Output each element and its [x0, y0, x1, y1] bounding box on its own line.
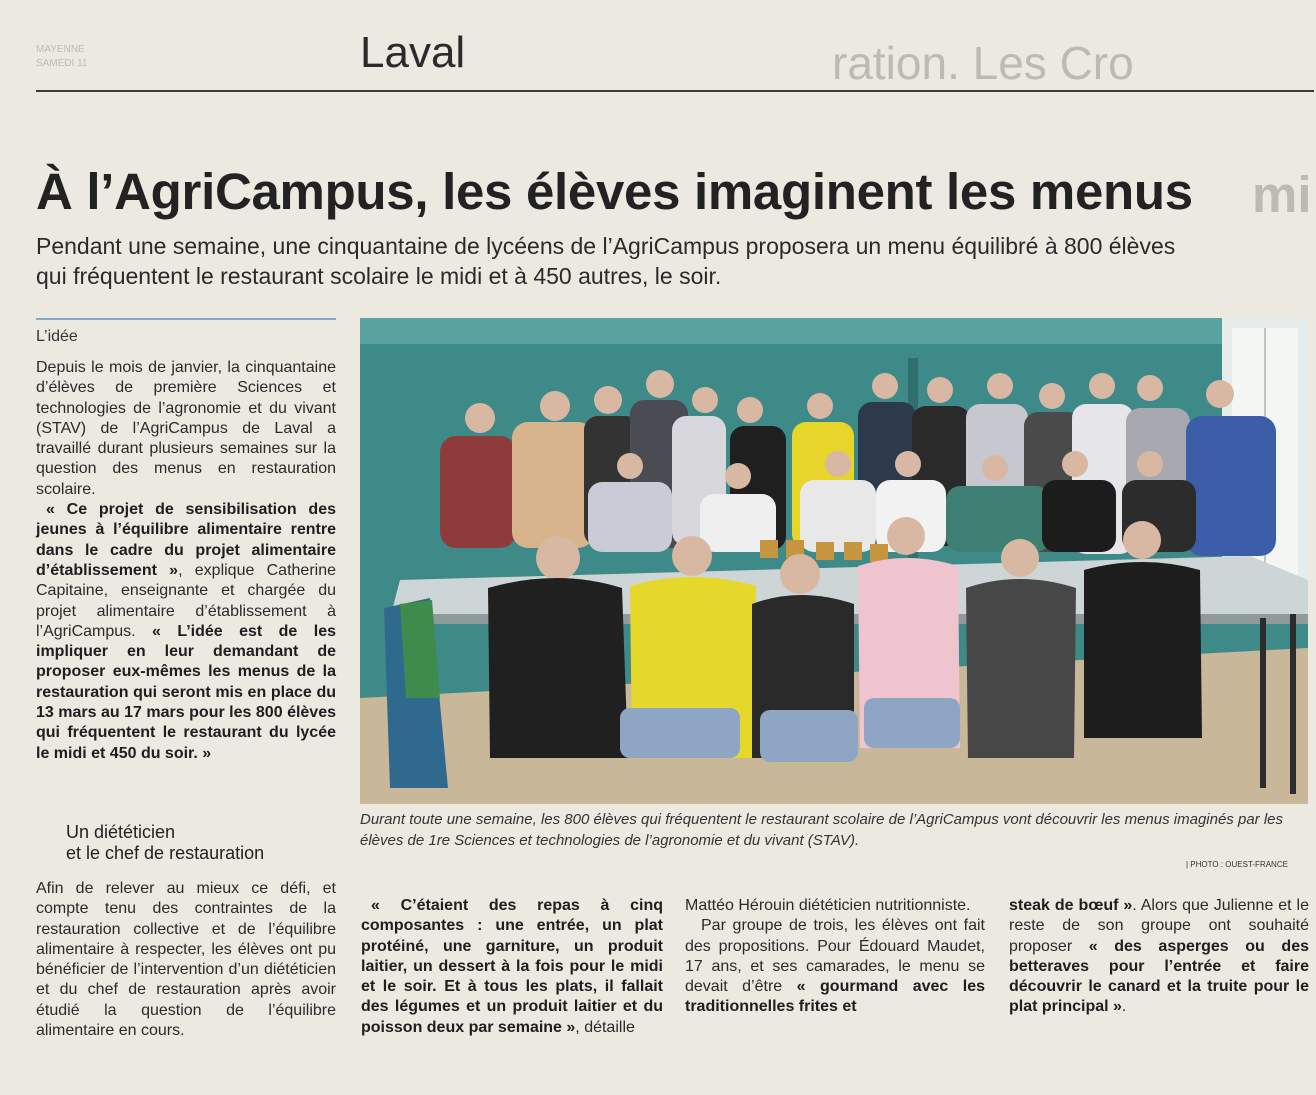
group-photo-illustration — [360, 318, 1308, 804]
paragraph-repas — [361, 896, 663, 1038]
paragraph-dieteticien: Mattéo Hérouin diététicien nutritionniste. — [685, 897, 971, 914]
bleed-folio-2: SAMEDI 11 — [36, 58, 88, 69]
column-1-bottom — [36, 879, 336, 1041]
subhead-line-2: et le chef de restauration — [66, 843, 265, 863]
column-3 — [685, 896, 985, 1018]
sidebar-rule — [36, 318, 336, 320]
quote-bold-steak: steak de bœuf » — [1009, 897, 1133, 914]
text-run-end: . — [1121, 998, 1127, 1016]
bleed-neighbor-big: mi — [1252, 166, 1312, 223]
quote-bold-asperges: « des asperges ou des betteraves pour l’entrée et faire découvrir le canard et la truite pour le plat principal » — [1009, 937, 1309, 1016]
paragraph-groupes — [685, 916, 985, 1017]
bleed-neighbor-headline: ration. Les Cro — [832, 37, 1134, 89]
text-run-julienne: . Alors que Julienne et le reste de son groupe ont souhaité proposer — [1009, 897, 1309, 955]
article-headline: À l’AgriCampus, les élèves imaginent les menus — [36, 163, 1193, 220]
photo-caption: Durant toute une semaine, les 800 élèves qui fréquentent le restaurant scolaire de l’AgriCampus vont découvrir les menus imaginés par les élèves de 1re Sciences et technologies de l’agronomie et du vivant (STAV). — [360, 811, 1283, 849]
group-photo — [360, 318, 1308, 804]
article-standfirst: Pendant une semaine, une cinquantaine de lycéens de l’AgriCampus proposera un menu équilibré à 800 élèves qui fréquentent le restaurant scolaire le midi et à 450 autres, le soir. — [36, 233, 1176, 289]
text-run-1: , explique Catherine Capitaine, enseignante et chargée du projet alimentaire d’établissement à l’AgriCampus. — [36, 561, 336, 640]
text-run-groupes: Par groupe de trois, les élèves ont fait des propositions. Pour Édouard Maudet, 17 ans, et ses camarades, le menu se devait d’être — [685, 917, 985, 996]
photo-credit: | PHOTO : OUEST-FRANCE — [1186, 860, 1288, 869]
section-rule — [36, 90, 1314, 92]
column-2 — [361, 896, 663, 1038]
sidebar-label: L’idée — [36, 328, 78, 345]
paragraph-quote — [36, 500, 336, 764]
quote-bold-2: « L’idée est de les impliquer en leur demandant de proposer eux-mêmes les menus de la restauration qui seront mis en place du 13 mars au 17 mars pour les 800 élèves qui fréquentent le restaurant du lycée le midi et 450 du soir. » — [36, 622, 336, 762]
subhead — [66, 822, 264, 864]
paragraph-julienne — [1009, 896, 1309, 1018]
quote-bold-1: « Ce projet de sensibilisation des jeunes à l’équilibre alimentaire rentre dans le cadre du projet alimentaire d’établissement » — [36, 501, 336, 579]
text-run-detaille: , détaille — [575, 1018, 635, 1036]
subhead-line-1: Un diététicien — [66, 822, 176, 842]
column-1-top — [36, 358, 336, 764]
quote-bold-repas: « C’étaient des repas à cinq composantes : une entrée, un plat protéiné, une garniture, un produit laitier, un dessert à la fois pour le midi et le soir. Et à tous les plats, il fallait des légumes et un produit laitier et du poisson deux par semaine » — [361, 897, 663, 1036]
section-title: Laval — [360, 28, 466, 77]
bleed-folio-1: MAYENNE — [36, 44, 85, 55]
paragraph-defi: Afin de relever au mieux ce défi, et compte tenu des contraintes de la restauration collective et de l’équilibre alimentaire à respecter, les élèves ont pu bénéficier de l’intervention d’un diététicien et du chef de restauration après avoir étudié la question de l’équilibre alimentaire en cours. — [36, 880, 336, 1040]
quote-bold-gourmand: « gourmand avec les traditionnelles frites et — [685, 978, 986, 1016]
paragraph-intro: Depuis le mois de janvier, la cinquantaine d’élèves de première Sciences et technologies de l’agronomie et du vivant (STAV) de l’AgriCampus de Laval a travaillé durant plusieurs semaines sur la question des menus en restauration scolaire. — [36, 359, 336, 498]
column-4 — [1009, 896, 1309, 1018]
